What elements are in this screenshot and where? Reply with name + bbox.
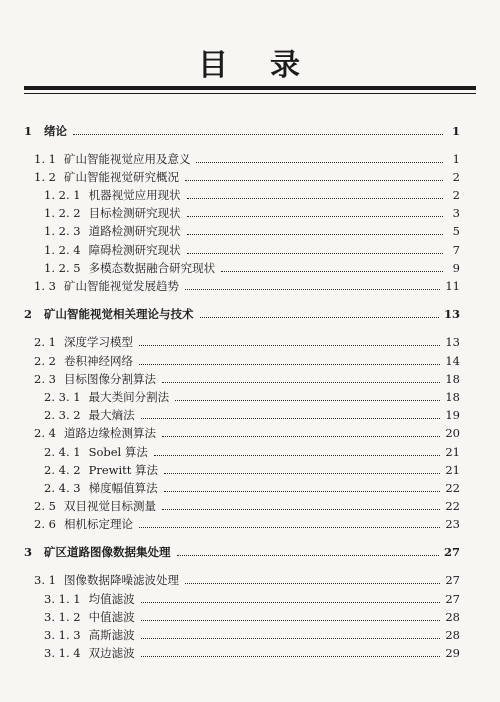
toc-dot-leader <box>177 555 439 556</box>
toc-entry-page: 13 <box>445 335 460 349</box>
toc-entry-number: 2. 4 <box>34 426 56 440</box>
toc-entry-number: 1. 3 <box>34 279 56 293</box>
toc-entry <box>34 277 460 293</box>
toc-entry <box>34 515 460 531</box>
toc-entry-number: 3. 1. 4 <box>44 646 81 660</box>
toc-entry <box>44 590 460 606</box>
toc-entry-page: 1 <box>452 152 460 166</box>
toc-entry-number: 1. 2. 4 <box>44 243 81 257</box>
toc-entry <box>34 352 460 368</box>
toc-dot-leader <box>187 216 443 217</box>
toc-entry-page: 14 <box>445 354 460 368</box>
toc-entry-page: 20 <box>445 426 460 440</box>
toc-entry-label: 双目视觉目标测量 <box>63 499 156 513</box>
toc-entry <box>34 150 460 166</box>
title-char-1: 目 <box>198 48 230 83</box>
toc-entry <box>44 608 460 624</box>
toc-entry <box>34 571 460 587</box>
toc-entry-label: 梯度幅值算法 <box>88 481 158 495</box>
toc-entry-page: 27 <box>445 592 460 606</box>
toc-entry-page: 23 <box>445 517 460 531</box>
toc-dot-leader <box>164 473 440 474</box>
toc-entry-page: 19 <box>445 408 460 422</box>
toc-dot-leader <box>141 620 441 621</box>
toc-entry-label: 双边滤波 <box>88 646 135 660</box>
toc-dot-leader <box>185 289 440 290</box>
toc-entry-page: 21 <box>445 445 460 459</box>
toc-entry <box>44 204 460 220</box>
toc-entry-page: 9 <box>452 261 460 275</box>
toc-entry-label: 卷积神经网络 <box>63 354 133 368</box>
toc-entry-page: 13 <box>443 307 460 321</box>
title-rule-thick <box>24 86 476 90</box>
toc-entry-label: 矿山智能视觉相关理论与技术 <box>44 307 194 321</box>
toc-entry-number: 2. 3 <box>34 372 56 386</box>
toc-entry <box>34 333 460 349</box>
toc-entry-label: 目标图像分割算法 <box>63 372 156 386</box>
toc-entry-number: 1 <box>24 124 33 138</box>
toc-entry-number: 2. 3. 2 <box>44 408 81 422</box>
toc-entry-number: 2. 1 <box>34 335 56 349</box>
toc-entry-number: 2. 6 <box>34 517 56 531</box>
toc-entry-number: 2. 2 <box>34 354 56 368</box>
toc-entry-page: 28 <box>445 610 460 624</box>
toc-entry-label: 最大熵法 <box>88 408 135 422</box>
toc-entry-label: 最大类间分割法 <box>88 390 170 404</box>
toc-entry <box>34 424 460 440</box>
toc-entry <box>44 479 460 495</box>
toc-entry-label: 道路检测研究现状 <box>88 224 181 238</box>
toc-dot-leader <box>185 180 443 181</box>
toc-entry-label: 多模态数据融合研究现状 <box>88 261 216 275</box>
toc-entry-label: 深度学习模型 <box>63 335 133 349</box>
toc-entry <box>44 406 460 422</box>
toc-entry <box>44 222 460 238</box>
toc-entry-number: 2 <box>24 307 33 321</box>
page-title <box>0 40 500 84</box>
toc-entry-label: 道路边缘检测算法 <box>63 426 156 440</box>
toc-entry-label: 图像数据降噪滤波处理 <box>63 573 179 587</box>
toc-entry <box>44 388 460 404</box>
title-rule-thin <box>24 93 476 94</box>
toc-entry-number: 2. 4. 1 <box>44 445 81 459</box>
toc-entry-label: 绪论 <box>44 124 68 138</box>
toc-entry-label: Sobel 算法 <box>88 445 148 459</box>
toc-entry <box>24 122 460 138</box>
toc-dot-leader <box>73 134 443 135</box>
toc-entry-label: 中值滤波 <box>88 610 135 624</box>
toc-entry-label: 障碍检测研究现状 <box>88 243 181 257</box>
toc-entry <box>44 626 460 642</box>
toc-entry-page: 5 <box>452 224 460 238</box>
toc-entry-page: 7 <box>452 243 460 257</box>
toc-entry <box>44 461 460 477</box>
toc-entry-label: 均值滤波 <box>88 592 135 606</box>
toc-entry-label: 矿区道路图像数据集处理 <box>44 545 171 559</box>
toc-entry-number: 1. 2. 5 <box>44 261 81 275</box>
toc-entry-label: 矿山智能视觉应用及意义 <box>63 152 191 166</box>
toc-entry-label: 相机标定理论 <box>63 517 133 531</box>
toc-entry-number: 3. 1 <box>34 573 56 587</box>
toc-dot-leader <box>200 317 439 318</box>
toc-dot-leader <box>141 656 441 657</box>
toc-entry-page: 1 <box>451 124 460 138</box>
toc-entry-number: 1. 1 <box>34 152 56 166</box>
toc-entry <box>34 370 460 386</box>
toc-entry-page: 28 <box>445 628 460 642</box>
toc-entry <box>34 168 460 184</box>
toc-dot-leader <box>187 234 443 235</box>
toc-entry <box>34 497 460 513</box>
toc-entry-number: 1. 2 <box>34 170 56 184</box>
toc-entry-number: 1. 2. 1 <box>44 188 81 202</box>
toc-entry-label: 矿山智能视觉发展趋势 <box>63 279 179 293</box>
toc-entry-page: 27 <box>443 545 460 559</box>
toc-entry-number: 3. 1. 2 <box>44 610 81 624</box>
toc-dot-leader <box>141 602 441 603</box>
toc-dot-leader <box>175 400 440 401</box>
toc-entry <box>44 259 460 275</box>
toc-entry-page: 2 <box>452 188 460 202</box>
toc-entry-number: 1. 2. 2 <box>44 206 81 220</box>
toc-dot-leader <box>162 382 440 383</box>
toc-entry-number: 2. 4. 2 <box>44 463 81 477</box>
toc-entry-page: 22 <box>445 481 460 495</box>
toc-dot-leader <box>187 253 443 254</box>
toc-entry-number: 3 <box>24 545 33 559</box>
toc-entry-number: 2. 4. 3 <box>44 481 81 495</box>
toc-dot-leader <box>139 345 440 346</box>
toc-entry-label: Prewitt 算法 <box>88 463 159 477</box>
toc-entry-number: 2. 5 <box>34 499 56 513</box>
toc-entry-page: 18 <box>445 372 460 386</box>
toc-entry <box>44 241 460 257</box>
toc-entry-number: 3. 1. 3 <box>44 628 81 642</box>
toc-dot-leader <box>164 491 441 492</box>
toc-entry-number: 1. 2. 3 <box>44 224 81 238</box>
toc-entry-label: 高斯滤波 <box>88 628 135 642</box>
toc-dot-leader <box>185 583 440 584</box>
toc-dot-leader <box>154 455 440 456</box>
toc-entry-number: 2. 3. 1 <box>44 390 81 404</box>
toc-dot-leader <box>141 418 441 419</box>
toc-dot-leader <box>221 271 443 272</box>
toc-entry <box>24 305 460 321</box>
toc-dot-leader <box>139 527 440 528</box>
toc-dot-leader <box>141 638 441 639</box>
toc-entry-page: 11 <box>445 279 460 293</box>
toc-entry-page: 22 <box>445 499 460 513</box>
toc-entry <box>24 543 460 559</box>
title-char-2: 录 <box>270 48 302 83</box>
toc-dot-leader <box>196 162 443 163</box>
toc-dot-leader <box>162 436 440 437</box>
toc-entry-page: 3 <box>452 206 460 220</box>
toc-entry-label: 目标检测研究现状 <box>88 206 181 220</box>
toc-entry-page: 18 <box>445 390 460 404</box>
toc-entry-number: 3. 1. 1 <box>44 592 81 606</box>
toc-entry-page: 29 <box>445 646 460 660</box>
toc-entry-label: 矿山智能视觉研究概况 <box>63 170 179 184</box>
toc-entry-page: 2 <box>452 170 460 184</box>
toc-entry <box>44 443 460 459</box>
toc-entry <box>44 644 460 660</box>
toc-entry <box>44 186 460 202</box>
toc-entry-label: 机器视觉应用现状 <box>88 188 181 202</box>
toc-entry-page: 27 <box>445 573 460 587</box>
toc-entry-page: 21 <box>445 463 460 477</box>
toc-dot-leader <box>187 198 443 199</box>
toc-dot-leader <box>139 364 440 365</box>
toc-dot-leader <box>162 509 440 510</box>
